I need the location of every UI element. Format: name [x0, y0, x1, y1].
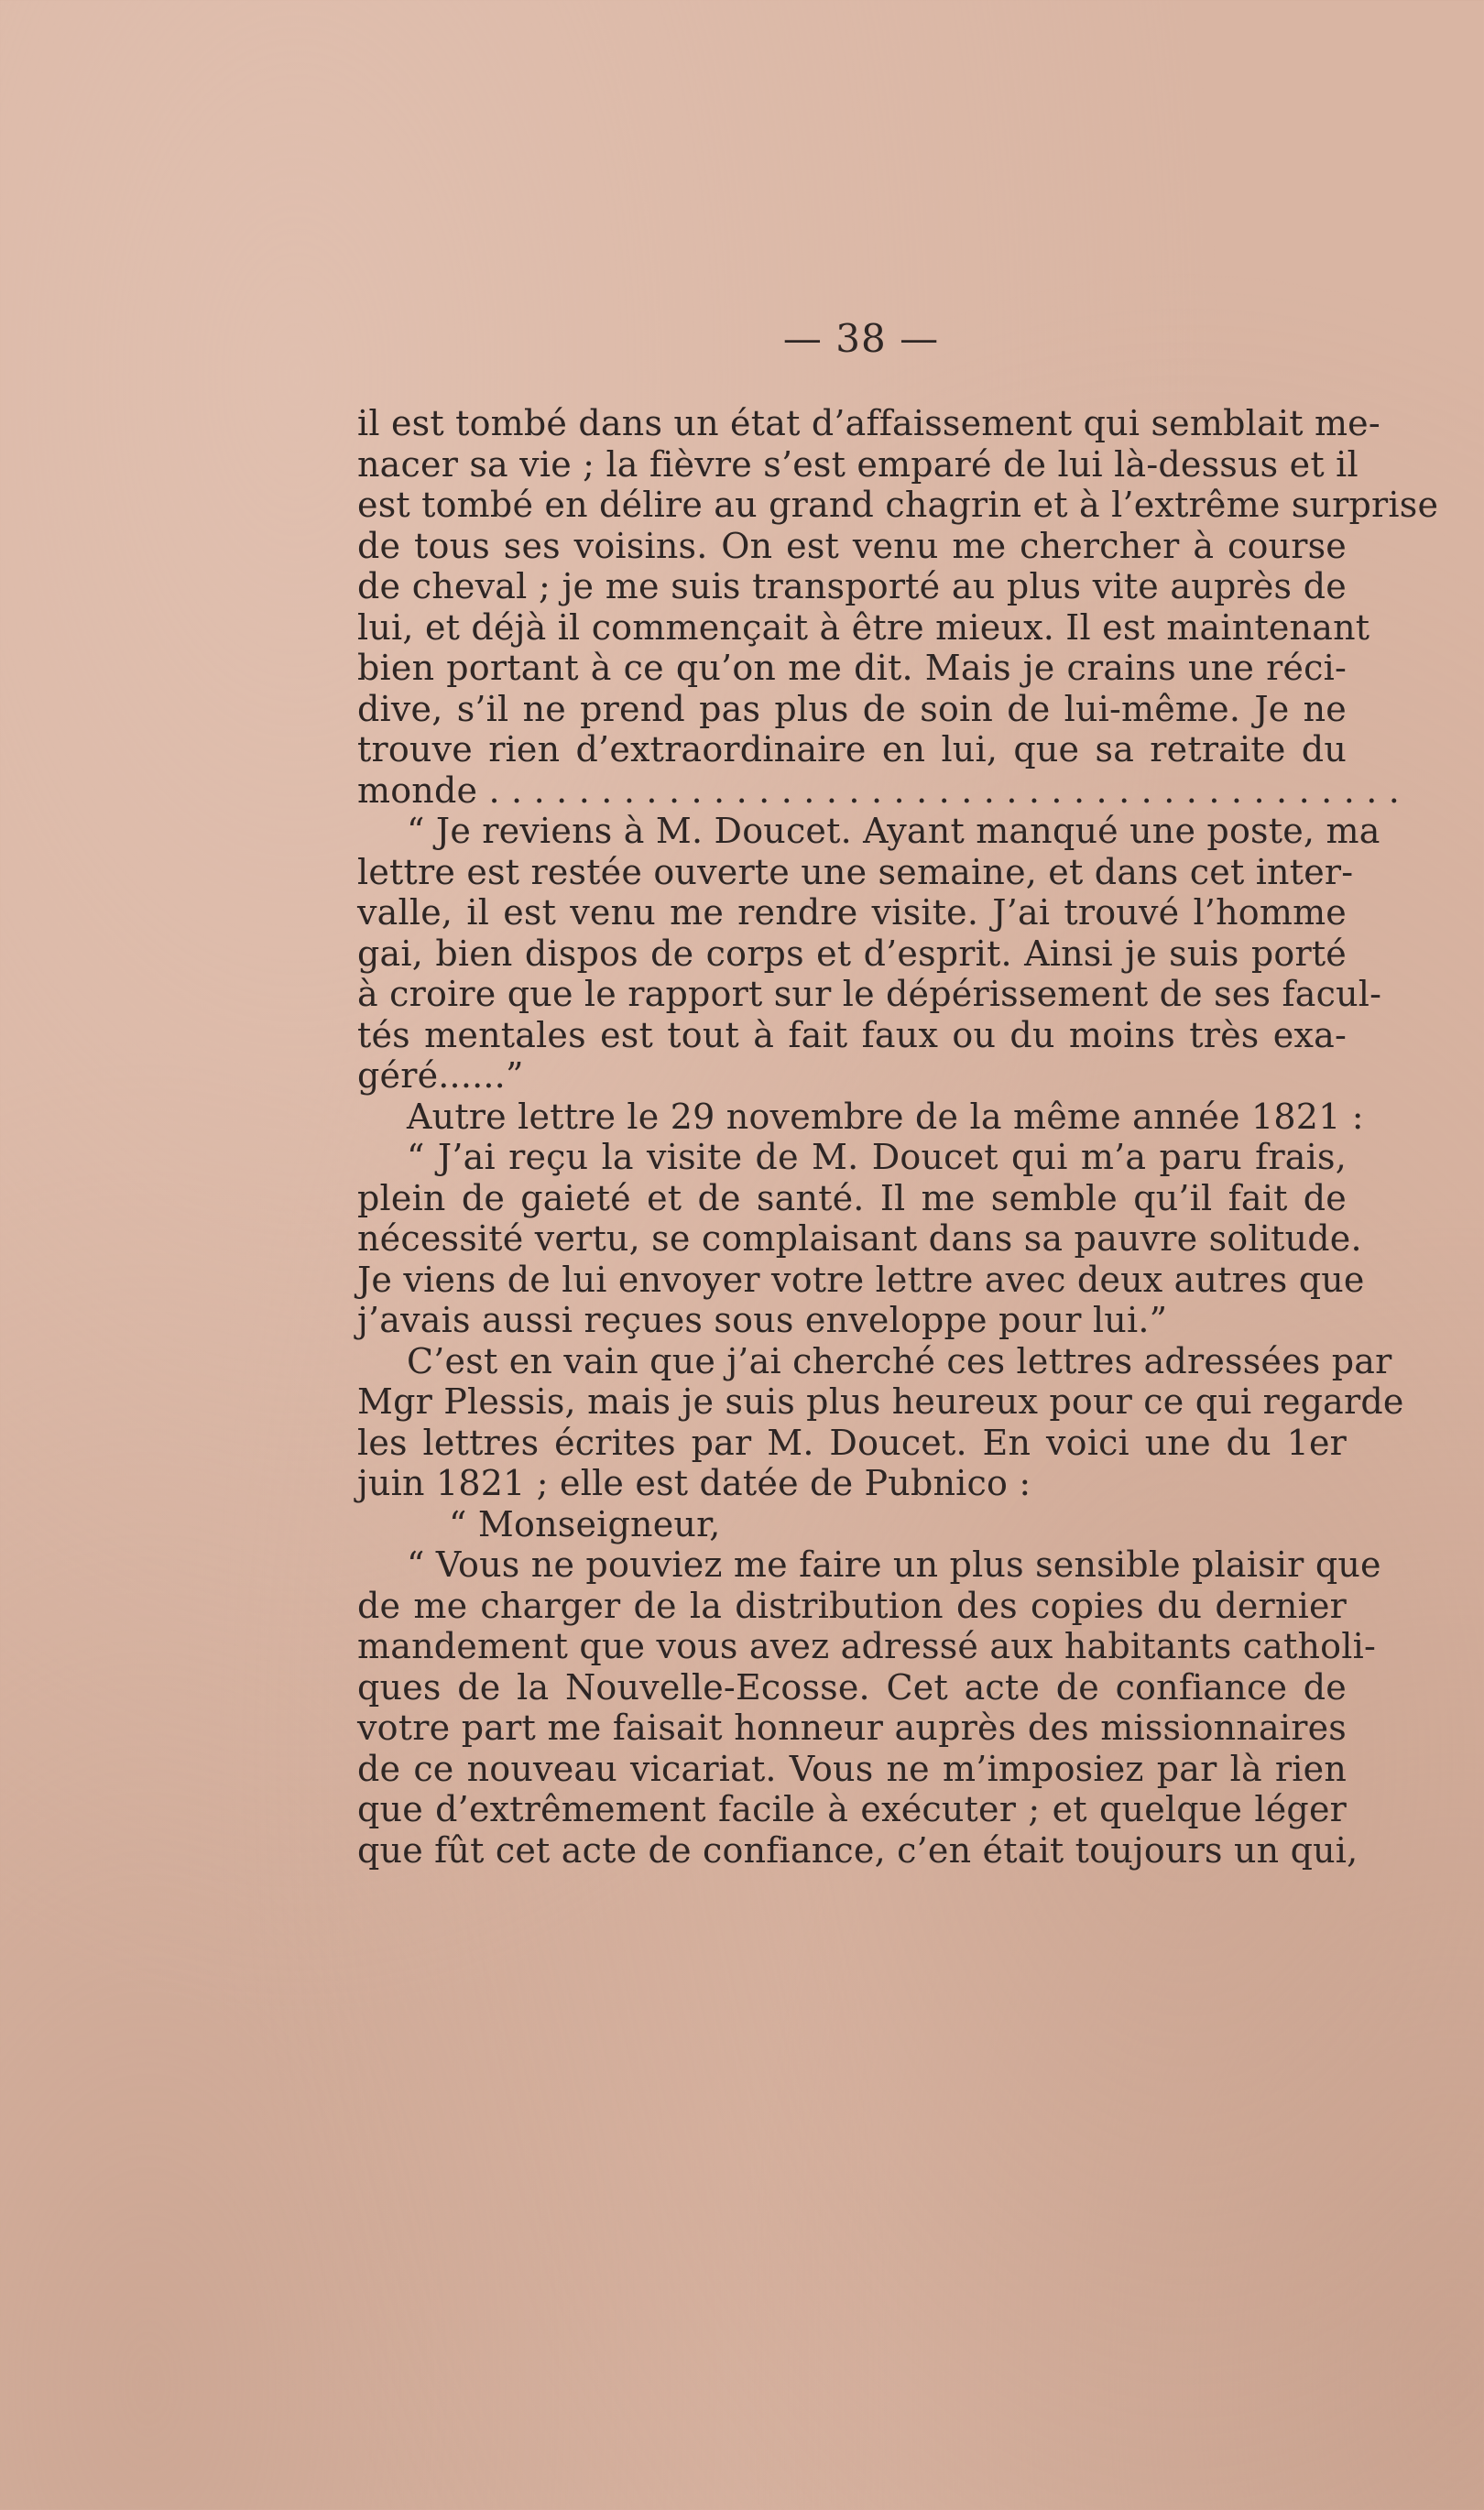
text-line: “ Je reviens à M. Doucet. Ayant manqué une poste, ma [407, 811, 1380, 851]
text-line: lettre est restée ouverte une semaine, et dans cet inter- [357, 851, 1354, 892]
body-text [357, 403, 1439, 1871]
text-line: que fût cet acte de confiance, c’en était toujours un qui, [357, 1829, 1359, 1871]
text-line: nacer sa vie ; la fièvre s’est emparé de lui là-dessus et il [357, 443, 1359, 485]
text-line: C’est en vain que j’ai cherché ces lettres adressées par [407, 1340, 1392, 1381]
text-line: de cheval ; je me suis transporté au plus vite auprès de [357, 566, 1347, 606]
text-line: valle, il est venu me rendre visite. J’ai trouvé l’homme [357, 892, 1347, 933]
text-line: gai, bien dispos de corps et d’esprit. Ainsi je suis porté [357, 933, 1347, 974]
text-line: plein de gaieté et de santé. Il me semble qu’il fait de [357, 1177, 1347, 1218]
text-line: est tombé en délire au grand chagrin et à l’extrême surprise [357, 485, 1439, 525]
page-number-text: — 38 — [782, 316, 940, 361]
text-line: Je viens de lui envoyer votre lettre avec deux autres que [357, 1259, 1365, 1300]
text-line: les lettres écrites par M. Doucet. En voici une du 1er [357, 1422, 1347, 1463]
text-line: trouve rien d’extraordinaire en lui, que sa retraite du [357, 729, 1347, 769]
text-line: lui, et déjà il commençait à être mieux. Il est maintenant [357, 606, 1370, 648]
text-line: de me charger de la distribution des copies du dernier [357, 1585, 1347, 1626]
text-line: géré......” [357, 1055, 524, 1096]
text-line: dive, s’il ne prend pas plus de soin de lui-même. Je ne [357, 688, 1347, 729]
text-line: de ce nouveau vicariat. Vous ne m’imposiez par là rien [357, 1748, 1347, 1789]
text-line: à croire que le rapport sur le dépérissement de ses facul- [357, 974, 1382, 1014]
text-line: monde . . . . . . . . . . . . . . . . . . . . . . . . . . . . . . . . . . . . . . . . . [357, 769, 1401, 811]
text-line: “ Vous ne pouviez me faire un plus sensible plaisir que [407, 1544, 1381, 1585]
text-line: votre part me faisait honneur auprès des missionnaires [357, 1708, 1347, 1748]
text-line: “ Monseigneur, [449, 1503, 721, 1544]
text-line: nécessité vertu, se complaisant dans sa pauvre solitude. [357, 1218, 1362, 1259]
text-line: il est tombé dans un état d’affaissement qui semblait me- [357, 403, 1380, 443]
text-line: mandement que vous avez adressé aux habitants catholi- [357, 1626, 1377, 1666]
text-line: ques de la Nouvelle-Ecosse. Cet acte de confiance de [357, 1666, 1347, 1708]
text-line: que d’extrêmement facile à exécuter ; et quelque léger [357, 1789, 1347, 1829]
text-line: tés mentales est tout à fait faux ou du moins très exa- [357, 1014, 1347, 1055]
text-line: de tous ses voisins. On est venu me chercher à course [357, 525, 1347, 566]
text-line: Autre lettre le 29 novembre de la même année 1821 : [407, 1096, 1364, 1137]
page-number [0, 316, 1484, 361]
text-line: Mgr Plessis, mais je suis plus heureux pour ce qui regarde [357, 1381, 1404, 1422]
text-line: bien portant à ce qu’on me dit. Mais je crains une réci- [357, 648, 1347, 688]
text-line: j’avais aussi reçues sous enveloppe pour lui.” [357, 1300, 1168, 1340]
text-line: juin 1821 ; elle est datée de Pubnico : [357, 1463, 1031, 1503]
text-line: “ J’ai reçu la visite de M. Doucet qui m’a paru frais, [407, 1137, 1347, 1177]
